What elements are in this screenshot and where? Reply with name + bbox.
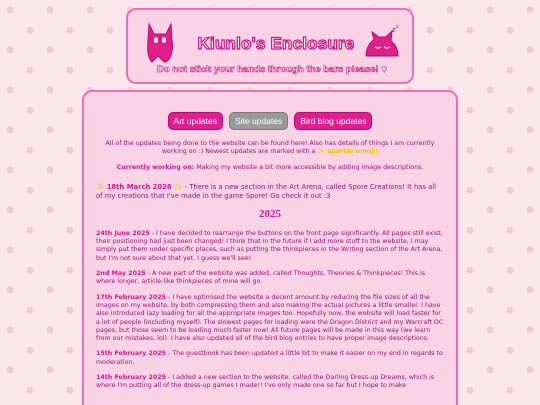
currently-working	[96, 164, 444, 172]
update-text: - I added a new section to the website, called the Darling Dress-up Dreams, which is where I'm putting all of the dress-up games I made!! I've only made one so far but I hope to make	[96, 374, 435, 390]
list-item	[96, 230, 444, 263]
update-date: 24th June 2025	[96, 229, 150, 237]
working-text: Making my website a bit more accessible by adding image descriptions.	[194, 163, 424, 171]
update-text: - A new part of the website was added, called Thoughts, Theories & Thinkpieces! This is where longer, article-like thinkpieces of mine will go.	[96, 270, 426, 286]
update-tabs	[96, 112, 444, 130]
intro-text: All of the updates being done to the website can be found here! Also has details of things I am currently working on :) Newest updates are marked with a ✨ sparkle emoji!	[105, 140, 435, 156]
updates-panel	[82, 90, 458, 405]
update-date: 15th February 2025	[96, 350, 167, 358]
update-text: - There is a new section in the Art Arena, called Spore Creations! It has all of my creations that I've made in the game Spore! Go check it out :3	[96, 182, 437, 200]
site-title: Kiunlo's Enclosure	[197, 34, 355, 53]
list-item	[96, 270, 444, 287]
svg-text:z: z	[396, 24, 399, 30]
list-item	[96, 374, 444, 391]
site-header	[126, 8, 414, 84]
cat-ghost-icon	[144, 22, 176, 64]
update-date: ✨ 18th March 2026 ✨	[96, 182, 183, 191]
update-text: - I have decided to rearrange the buttons on the front page significantly. All pages still exist, their positioning had just been changed! I think that in the future if I add more stuff to the website, I may simply put them under specific places, such as putting the thinkpieces in the Writing section of the Art Arena, but I'm not sure about that yet. I guess we'll see!	[96, 229, 443, 262]
sleeping-cat-icon	[362, 24, 402, 62]
list-item	[96, 350, 444, 367]
update-date: 2nd May 2025	[96, 270, 146, 278]
svg-text:z: z	[392, 26, 396, 34]
latest-update	[96, 183, 444, 201]
update-date: 17th February 2025	[96, 293, 167, 301]
update-text: - The guestbook has been updated a little bit to make it easier on my end in regards to moderation.	[96, 350, 443, 366]
working-label: Currently working on:	[116, 163, 195, 171]
update-date: 14th February 2025	[96, 374, 167, 382]
site-tagline: Do not stick your hands through the bars please! ♥	[157, 64, 387, 75]
sparkle-note: ✨ sparkle emoji!	[317, 148, 379, 156]
year-heading: 2025	[259, 207, 281, 220]
tab-site-updates[interactable]: Site updates	[229, 112, 288, 130]
tab-bird-blog-updates[interactable]: Bird blog updates	[294, 112, 372, 130]
tab-art-updates[interactable]: Art updates	[168, 112, 223, 130]
list-item	[96, 294, 444, 344]
update-text: - I have optimised the website a decent amount by reducing the file sizes of all the images on my website, by both compressing them and also making the actual pictures a little smaller. I have also introduced lazy loading for all the appropriate images too. Hopefully now, the website will load faster for a lot of people (including myself). The slowest pages for loading were the Dragon District and my Warcraft OC pages, but those seem to be loading much faster now! All future pages will be made in this way (we learn from our mistakes, lol). I have also updated all of the bird blog entries to have proper image descriptions.	[96, 293, 444, 343]
